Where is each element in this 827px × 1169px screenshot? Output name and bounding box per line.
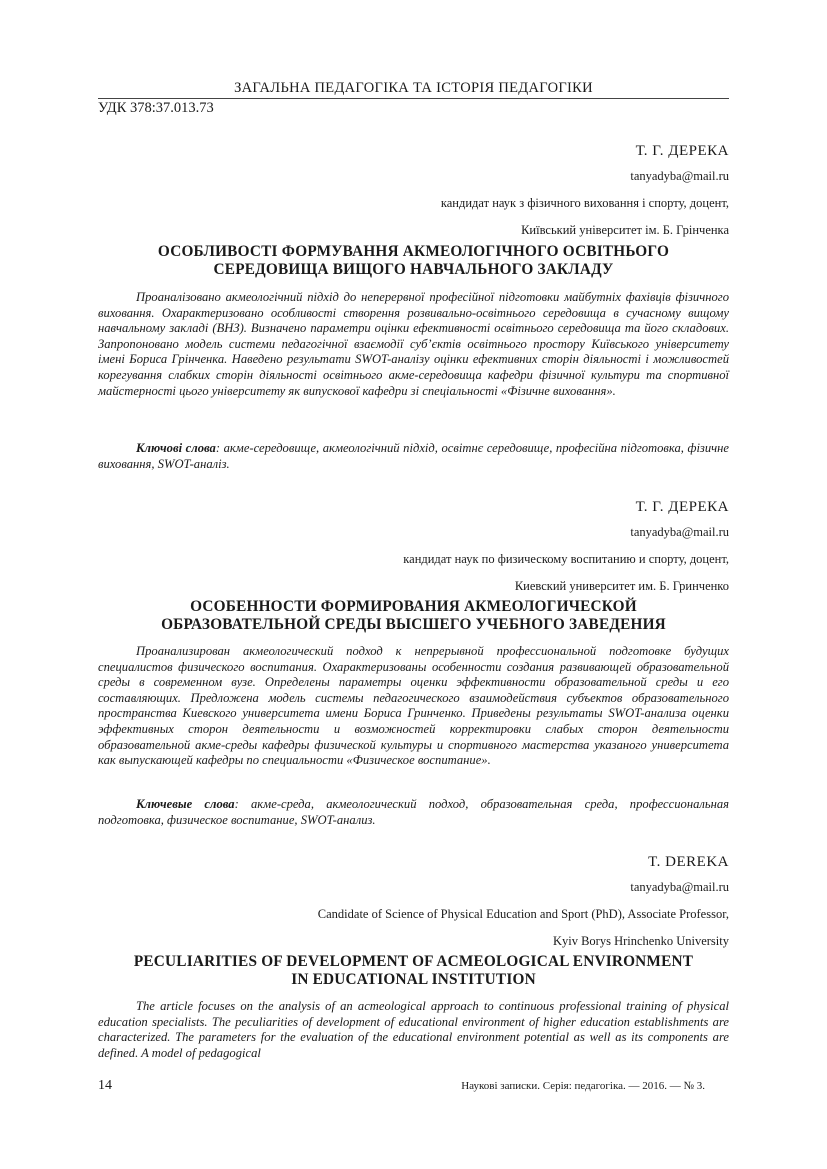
ru-author-block — [98, 497, 729, 600]
header-divider — [98, 98, 729, 99]
section-header: ЗАГАЛЬНА ПЕДАГОГІКА ТА ІСТОРІЯ ПЕДАГОГІКИ — [234, 80, 593, 96]
ru-author-affiliation: Киевский университет им. Б. Гринченко — [514, 579, 729, 593]
ua-author-degree: кандидат наук з фізичного виховання і спорту, доцент, — [440, 196, 729, 210]
ru-keywords-text: : акме-среда, акмеологический подход, образовательная среда, профессиональная подготовка, физическое воспитание, SWOT-анализ. — [98, 797, 729, 827]
en-article-title — [98, 953, 729, 989]
ru-author-name: Т. Г. ДЕРЕКА — [635, 499, 729, 515]
ua-author-email: tanyadyba@mail.ru — [630, 169, 729, 183]
en-author-email: tanyadyba@mail.ru — [630, 880, 729, 894]
udk-code: УДК 378:37.013.73 — [98, 100, 214, 116]
en-title-line-1: PECULIARITIES OF DEVELOPMENT OF ACMEOLOGICAL ENVIRONMENT — [133, 953, 694, 970]
en-title-line-2: IN EDUCATIONAL INSTITUTION — [291, 971, 536, 988]
ru-keywords-label: Ключевые слова — [136, 797, 235, 811]
ru-article-title — [98, 598, 729, 634]
ru-author-email: tanyadyba@mail.ru — [630, 525, 729, 539]
ru-author-degree: кандидат наук по физическому воспитанию и спорту, доцент, — [403, 552, 729, 566]
page-number: 14 — [98, 1078, 112, 1093]
en-author-name: T. DEREKA — [648, 854, 729, 870]
ua-abstract: Проаналізовано акмеологічний підхід до неперервної професійної підготовки майбутніх фахівців фізичного виховання. Охарактеризовано особливості створення розвивально-освітнього середовища в сучасному вищому навчальному закладі (ВНЗ). Визначено параметри оцінки ефективності освітнього середовища та його складових. Запропоновано модель системи педагогічної взаємодії суб’єктів освітнього простору Київського університету імені Бориса Грінченка. Наведено результати SWOT-аналізу оцінки ефективних сторін діяльності і можливостей корегування слабких сторін діяльності освітнього акме-середовища кафедри фізичної культури та спортивної майстерності цього університету як випускової кафедри зі спеціальності «Фізичне виховання». — [98, 290, 729, 398]
journal-citation: Наукові записки. Серія: педагогіка. — 2016. — № 3. — [461, 1080, 705, 1092]
ru-title-line-1: ОСОБЕННОСТИ ФОРМИРОВАНИЯ АКМЕОЛОГИЧЕСКОЙ — [190, 598, 637, 615]
en-author-degree: Candidate of Science of Physical Education and Sport (PhD), Associate Professor, — [317, 907, 729, 921]
ru-keywords — [98, 797, 729, 828]
ua-title-line-1: ОСОБЛИВОСТІ ФОРМУВАННЯ АКМЕОЛОГІЧНОГО ОСВІТНЬОГО — [157, 243, 670, 260]
ua-abstract-block — [98, 290, 729, 399]
ua-keywords-block — [98, 441, 729, 472]
ru-title-line-2: ОБРАЗОВАТЕЛЬНОЙ СРЕДЫ ВЫСШЕГО УЧЕБНОГО ЗАВЕДЕНИЯ — [161, 616, 666, 633]
en-author-affiliation: Kyiv Borys Hrinchenko University — [552, 934, 729, 948]
ua-author-name: Т. Г. ДЕРЕКА — [635, 143, 729, 159]
ua-author-affiliation: Київський університет ім. Б. Грінченка — [521, 223, 729, 237]
ua-author-block — [98, 141, 729, 244]
ua-keywords-text: : акме-середовище, акмеологічний підхід, освітнє середовище, професійна підготовка, фізичне виховання, SWOT-аналіз. — [98, 441, 729, 471]
ru-abstract: Проанализирован акмеологический подход к непрерывной профессиональной подготовке будущих специалистов физического воспитания. Охарактеризованы особенности создания развивающей образовательной среды в современном вузе. Определены параметры оценки эффективности образовательной среды и его составляющих. Предложена модель системы педагогического взаимодействия субъектов образовательного пространства Киевского университета имени Бориса Гринченко. Приведены результаты SWOT-анализа оценки эффективных сторон деятельности и возможностей корректировки слабых сторон деятельности образовательной акме-среды кафедры физической культуры и спортивного мастерства указаного университета как выпускающей кафедры по специальности «Физическое воспитание». — [98, 644, 729, 768]
en-abstract-block — [98, 999, 729, 1061]
ua-article-title — [98, 243, 729, 279]
en-abstract: The article focuses on the analysis of an acmeological approach to continuous professional training of physical education specialists. The peculiarities of development of educational environment of higher education establishments are characterized. The parameters for the evaluation of the educational environment potential as well as its components are defined. A model of pedagogical — [98, 999, 729, 1060]
en-author-block — [98, 852, 729, 955]
ua-keywords-label: Ключові слова — [136, 441, 216, 455]
ua-keywords — [98, 441, 729, 472]
ua-title-line-2: СЕРЕДОВИЩА ВИЩОГО НАВЧАЛЬНОГО ЗАКЛАДУ — [213, 261, 614, 278]
ru-abstract-block — [98, 644, 729, 769]
ru-keywords-block — [98, 797, 729, 828]
